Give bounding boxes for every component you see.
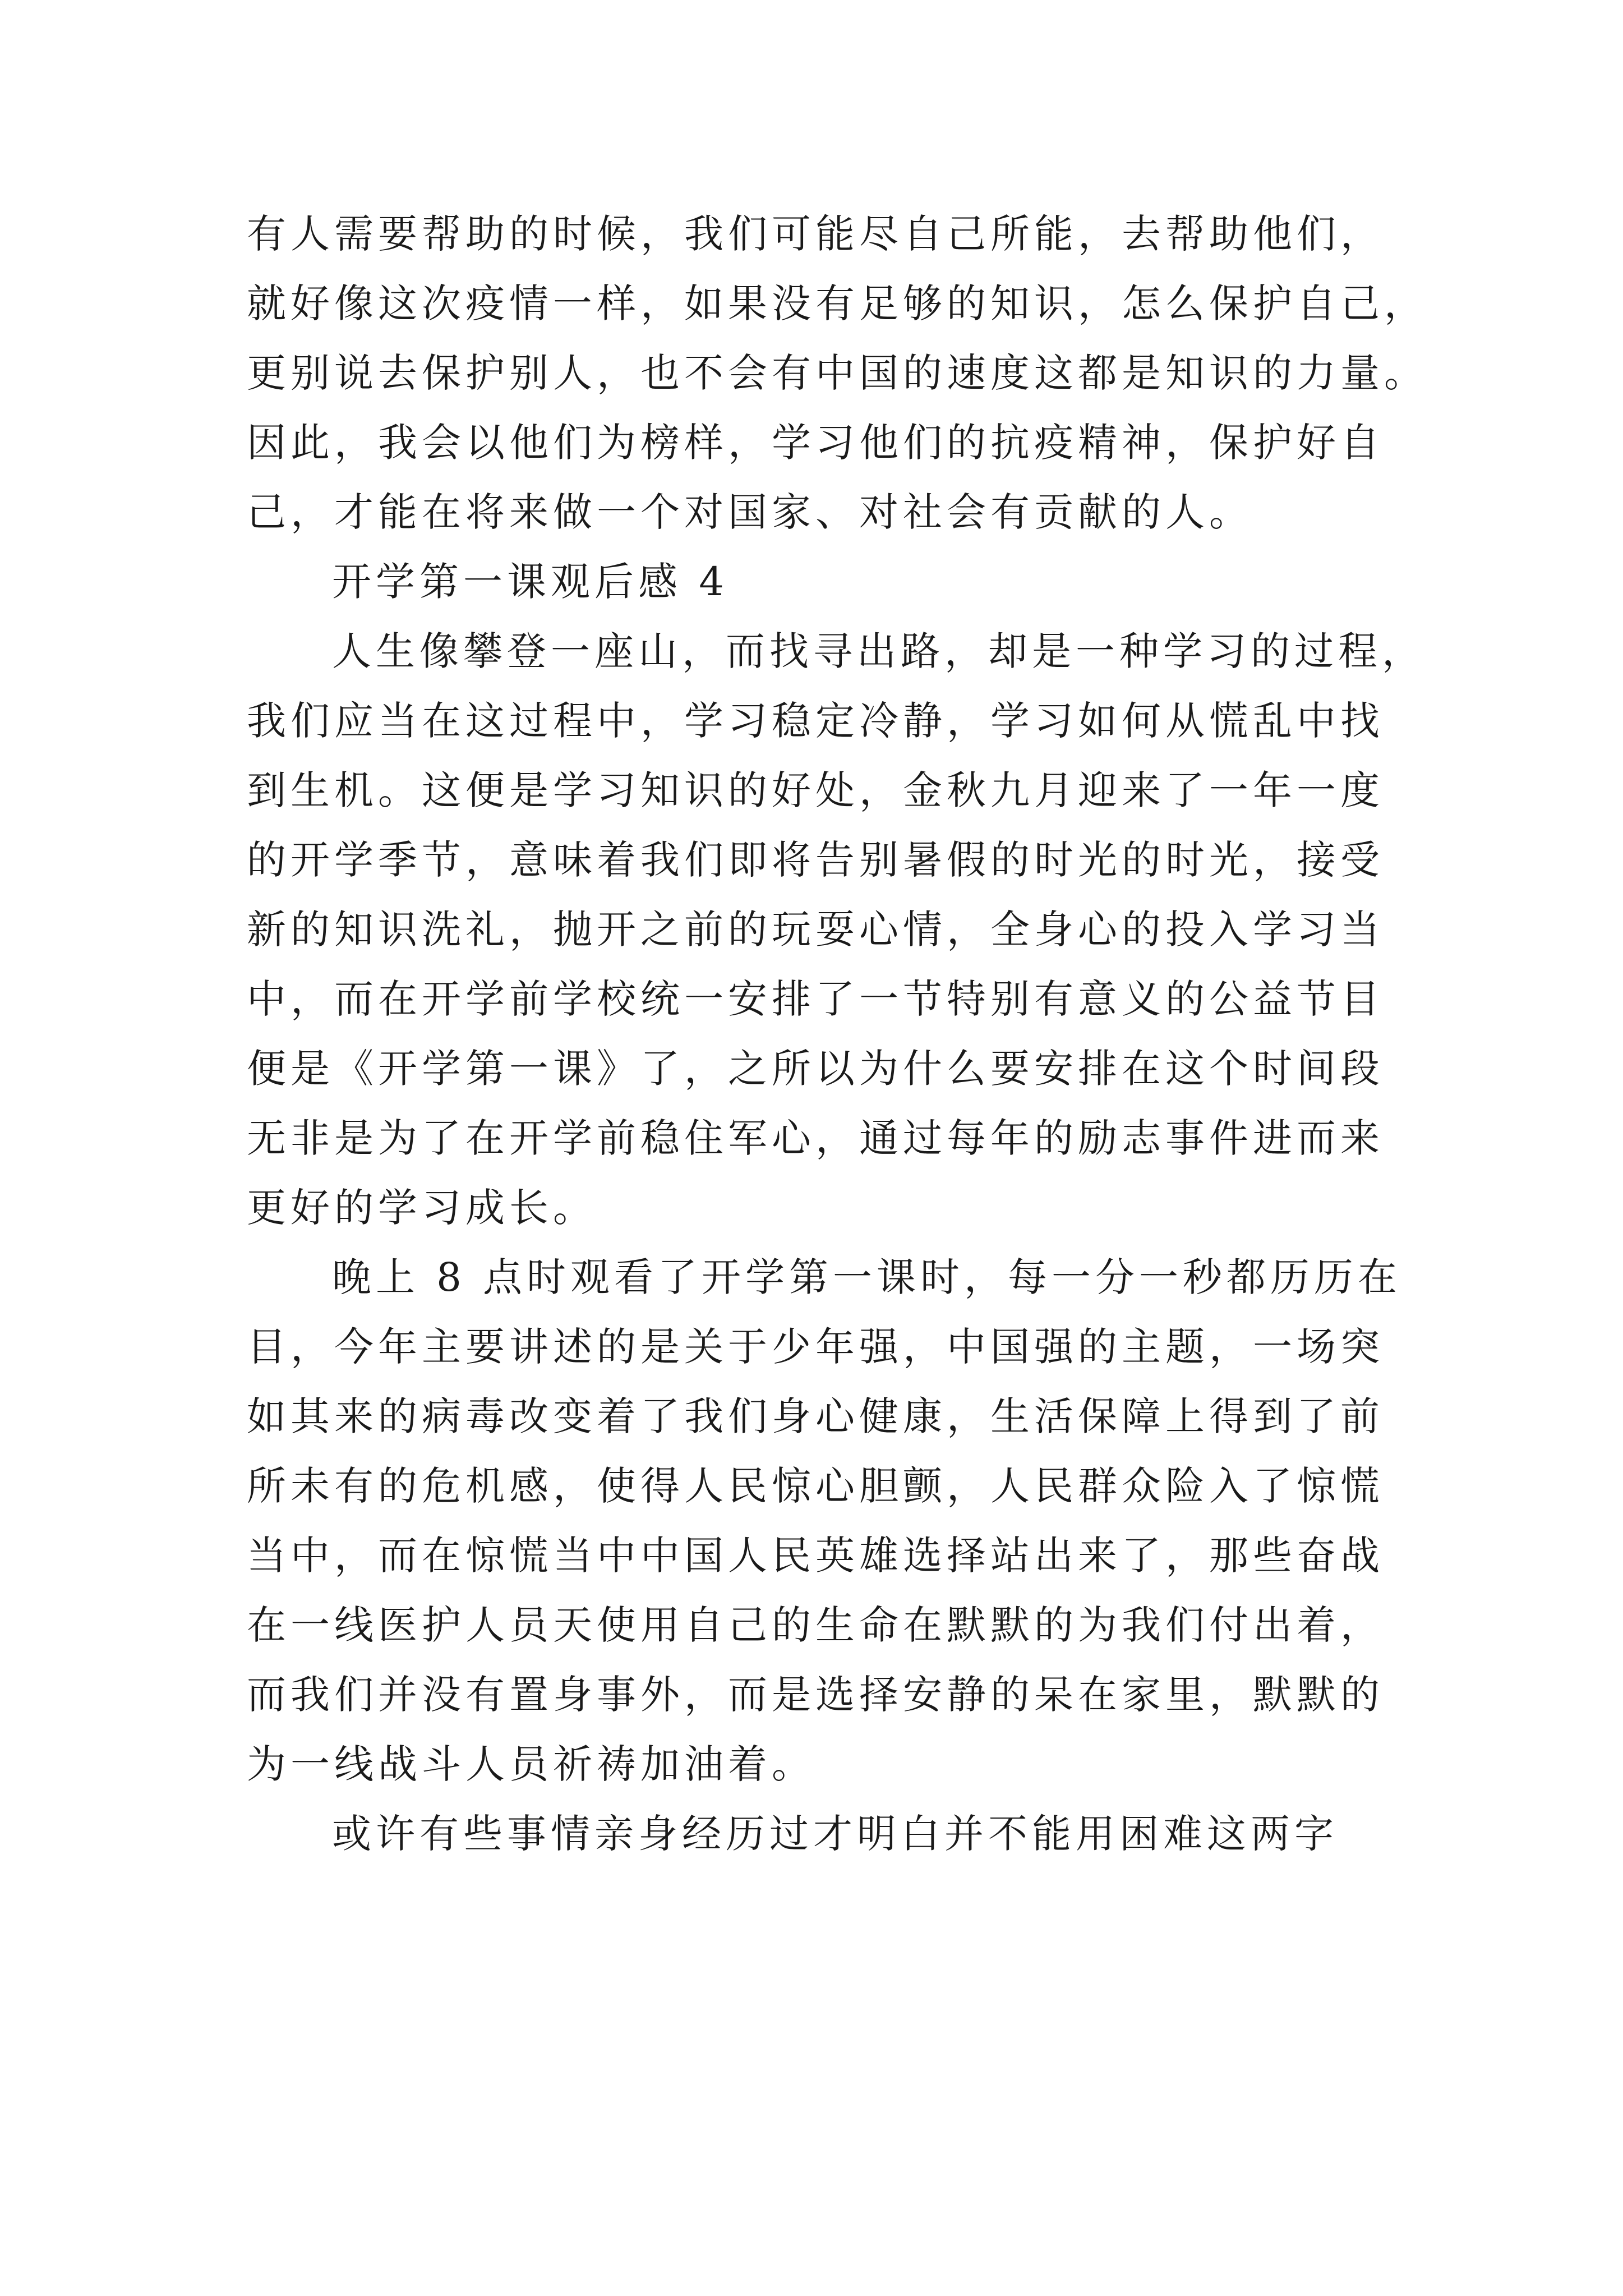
text-line: 我们应当在这过程中，学习稳定冷静，学习如何从慌乱中找 [247, 698, 1384, 744]
text-line: 如其来的病毒改变着了我们身心健康，生活保障上得到了前 [247, 1393, 1384, 1439]
text-line: 晚上 8 点时观看了开学第一课时，每一分一秒都历历在 [332, 1254, 1402, 1300]
text-line: 新的知识洗礼，抛开之前的玩耍心情，全身心的投入学习当 [247, 907, 1384, 953]
text-line: 的开学季节，意味着我们即将告别暑假的时光的时光，接受 [247, 837, 1384, 883]
text-line: 到生机。这便是学习知识的好处，金秋九月迎来了一年一度 [247, 767, 1384, 813]
text-line: 所未有的危机感，使得人民惊心胆颤，人民群众险入了惊慌 [247, 1463, 1384, 1509]
text-line: 目，今年主要讲述的是关于少年强，中国强的主题，一场突 [247, 1324, 1384, 1370]
body-text [247, 199, 1458, 1869]
text-line: 己，才能在将来做一个对国家、对社会有贡献的人。 [247, 489, 1253, 535]
text-line: 无非是为了在开学前稳住军心，通过每年的励志事件进而来 [247, 1115, 1384, 1161]
text-line: 因此，我会以他们为榜样，学习他们的抗疫精神，保护好自 [247, 420, 1384, 466]
text-line: 在一线医护人员天使用自己的生命在默默的为我们付出着， [247, 1602, 1384, 1648]
text-line: 就好像这次疫情一样，如果没有足够的知识，怎么保护自己， [247, 280, 1428, 326]
text-line: 中，而在开学前学校统一安排了一节特别有意义的公益节目 [247, 976, 1384, 1022]
text-line: 或许有些事情亲身经历过才明白并不能用困难这两字 [332, 1811, 1338, 1857]
text-line: 人生像攀登一座山，而找寻出路，却是一种学习的过程， [332, 628, 1426, 674]
text-line: 为一线战斗人员祈祷加油着。 [247, 1741, 815, 1787]
text-line: 当中，而在惊慌当中中国人民英雄选择站出来了，那些奋战 [247, 1533, 1384, 1579]
text-line: 开学第一课观后感 4 [332, 559, 728, 605]
text-line: 有人需要帮助的时候，我们可能尽自己所能，去帮助他们， [247, 211, 1384, 257]
text-line: 便是《开学第一课》了，之所以为什么要安排在这个时间段 [247, 1046, 1384, 1092]
text-line: 更别说去保护别人，也不会有中国的速度这都是知识的力量。 [247, 350, 1428, 396]
text-line: 而我们并没有置身事外，而是选择安静的呆在家里，默默的 [247, 1672, 1384, 1718]
text-line: 更好的学习成长。 [247, 1185, 597, 1231]
